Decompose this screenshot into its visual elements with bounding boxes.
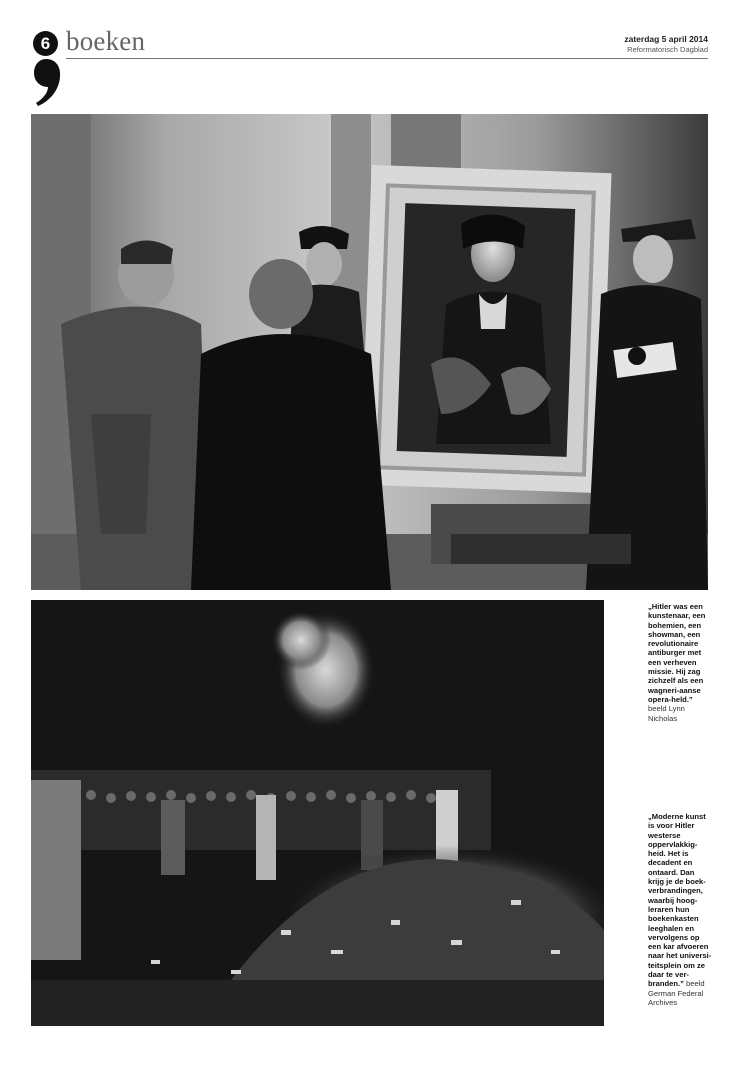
page-number: 6 xyxy=(33,31,58,56)
header-meta xyxy=(624,34,708,55)
caption-credit: German Federal Archives xyxy=(648,988,704,1007)
book-burning-image xyxy=(31,600,604,1026)
photo-portrait-inspection xyxy=(31,114,708,590)
portrait-inspection-image xyxy=(31,114,708,590)
publication-name: Reformatorisch Dagblad xyxy=(627,45,708,54)
header-rule xyxy=(66,58,708,59)
caption-credit-label: beeld xyxy=(686,979,705,989)
caption-quote-text: „Moderne kunst is voor Hitler westerse oppervlakkig-heid. Het is decadent en ontaard. Dan krijg je de boek-verbrandingen, waarbij hoog-leraren hun boekenkasten leeghalen en vervolgens op een kar afvoeren naar het universi-teitsplein om ze daar te ver-branden.” xyxy=(648,812,712,989)
caption-credit-label: beeld xyxy=(648,704,667,714)
photo-book-burning xyxy=(31,600,604,1026)
caption-quote-1 xyxy=(648,602,712,723)
section-title: boeken xyxy=(66,26,146,56)
caption-quote-text: „Hitler was een kunstenaar, een bohemien, een showman, een revolutionaire antiburger met een verheven missie. Hij zag zichzelf als een wagneri-aanse opera-held.” xyxy=(648,602,706,704)
comma-logo-icon xyxy=(32,57,62,107)
issue-date: zaterdag 5 april 2014 xyxy=(624,34,708,44)
caption-quote-2 xyxy=(648,812,712,1007)
caption-credit: Lynn Nicholas xyxy=(648,704,685,723)
